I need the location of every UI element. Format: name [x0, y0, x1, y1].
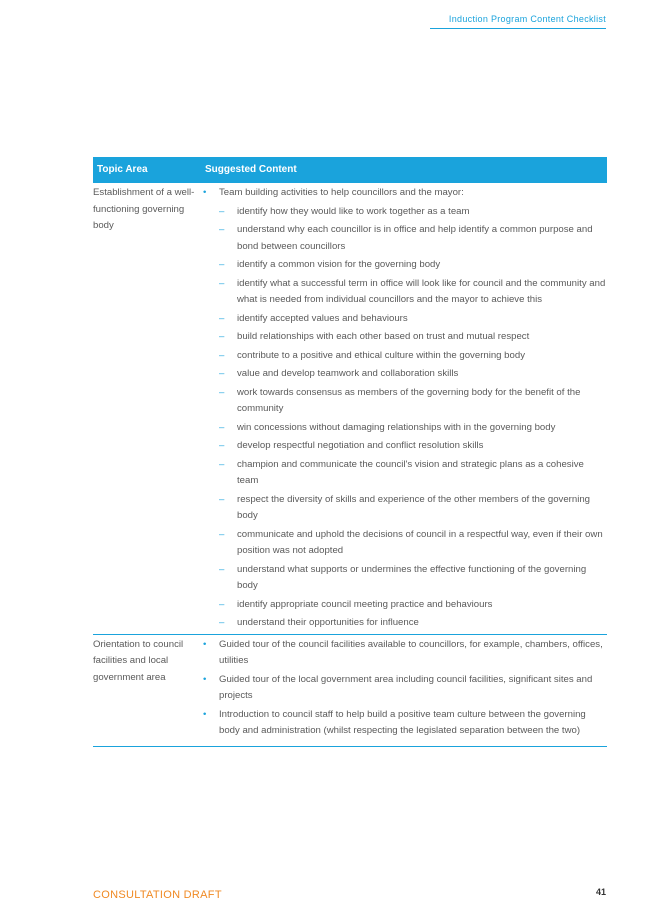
sub-item-text: identify accepted values and behaviours	[237, 312, 408, 324]
bullet-text: Guided tour of the local government area including council facilities, significant sites and projects	[219, 673, 593, 701]
dash-icon: –	[219, 386, 225, 398]
bullet-item	[201, 637, 607, 670]
sub-item	[219, 597, 607, 614]
sub-item	[219, 222, 607, 255]
sub-item-text: identify how they would like to work together as a team	[237, 205, 470, 217]
sub-item	[219, 385, 607, 418]
sub-item	[219, 562, 607, 595]
dash-icon: –	[219, 493, 225, 505]
sub-item	[219, 204, 607, 221]
bullet-icon: •	[203, 673, 207, 685]
sub-item-text: win concessions without damaging relationships with in the governing body	[237, 421, 556, 433]
bullet-item	[201, 707, 607, 740]
sub-item-text: identify what a successful term in office will look like for council and the community and what is needed from individual councillors and the mayor to achieve this	[237, 277, 606, 305]
table-row	[93, 634, 607, 746]
table-header-row	[93, 157, 607, 183]
dash-icon: –	[219, 528, 225, 540]
bullet-icon: •	[203, 638, 207, 650]
bullet-icon: •	[203, 187, 207, 198]
sub-item	[219, 492, 607, 525]
sub-item-text: respect the diversity of skills and experience of the other members of the governing body	[237, 493, 591, 521]
sub-item	[219, 527, 607, 560]
sub-item-text: value and develop teamwork and collaboration skills	[237, 368, 459, 379]
sub-item	[219, 438, 607, 455]
dash-icon: –	[219, 277, 225, 289]
dash-icon: –	[219, 458, 225, 470]
dash-icon: –	[219, 563, 225, 575]
sub-item	[219, 257, 607, 274]
dash-icon: –	[219, 617, 225, 628]
bullet-item	[201, 185, 607, 632]
table-body	[93, 183, 607, 746]
checklist-table	[93, 157, 607, 747]
dash-icon: –	[219, 368, 225, 379]
dash-icon: –	[219, 224, 225, 235]
bullet-item	[201, 672, 607, 705]
sub-item	[219, 366, 607, 383]
footer-draft-label: CONSULTATION DRAFT	[93, 889, 222, 901]
sub-item-text: understand why each councillor is in office and help identify a common purpose and bond between councillors	[237, 224, 593, 252]
sub-item	[219, 329, 607, 346]
sub-item	[219, 276, 607, 309]
bullet-list	[201, 185, 607, 632]
sub-item-text: champion and communicate the council's vision and strategic plans as a cohesive team	[237, 458, 584, 486]
sub-item-text: understand their opportunities for influence	[237, 617, 419, 628]
bullet-text: Guided tour of the council facilities available to councillors, for example, chambers, offices, utilities	[219, 638, 603, 666]
sub-item-text: build relationships with each other based on trust and mutual respect	[237, 331, 530, 342]
dash-icon: –	[219, 421, 225, 433]
sub-item-text: work towards consensus as members of the governing body for the benefit of the community	[237, 386, 581, 414]
header-divider	[430, 28, 606, 29]
topic-cell: Orientation to council facilities and local government area	[93, 634, 201, 746]
sub-item	[219, 420, 607, 437]
dash-icon: –	[219, 598, 225, 610]
dash-icon: –	[219, 349, 225, 361]
sub-list	[219, 204, 607, 632]
bullet-text: Introduction to council staff to help build a positive team culture between the governing body and administration (whilst respecting the legislated separation between the two)	[219, 708, 586, 736]
sub-item-text: understand what supports or undermines the effective functioning of the governing body	[237, 563, 587, 591]
content-cell	[201, 183, 607, 634]
dash-icon: –	[219, 205, 225, 217]
sub-item	[219, 348, 607, 365]
sub-item-text: identify a common vision for the governing body	[237, 259, 441, 270]
column-header-topic: Topic Area	[93, 157, 201, 183]
sub-item	[219, 457, 607, 490]
sub-item-text: communicate and uphold the decisions of council in a respectful way, even if their own position was not adopted	[237, 528, 603, 556]
sub-item	[219, 311, 607, 328]
column-header-content: Suggested Content	[201, 157, 607, 183]
dash-icon: –	[219, 440, 225, 451]
page-number: 41	[595, 887, 606, 897]
dash-icon: –	[219, 331, 225, 342]
dash-icon: –	[219, 259, 225, 270]
sub-item	[219, 615, 607, 632]
table-row	[93, 183, 607, 634]
bullet-text: Team building activities to help councillors and the mayor:	[219, 187, 464, 198]
sub-item-text: identify appropriate council meeting practice and behaviours	[237, 598, 493, 610]
bullet-list	[201, 637, 607, 740]
topic-cell: Establishment of a well-functioning governing body	[93, 183, 201, 634]
sub-item-text: develop respectful negotiation and conflict resolution skills	[237, 440, 484, 451]
dash-icon: –	[219, 312, 225, 324]
running-header-title: Induction Program Content Checklist	[448, 14, 606, 24]
bullet-icon: •	[203, 708, 207, 720]
sub-item-text: contribute to a positive and ethical culture within the governing body	[237, 349, 525, 361]
content-cell	[201, 634, 607, 746]
